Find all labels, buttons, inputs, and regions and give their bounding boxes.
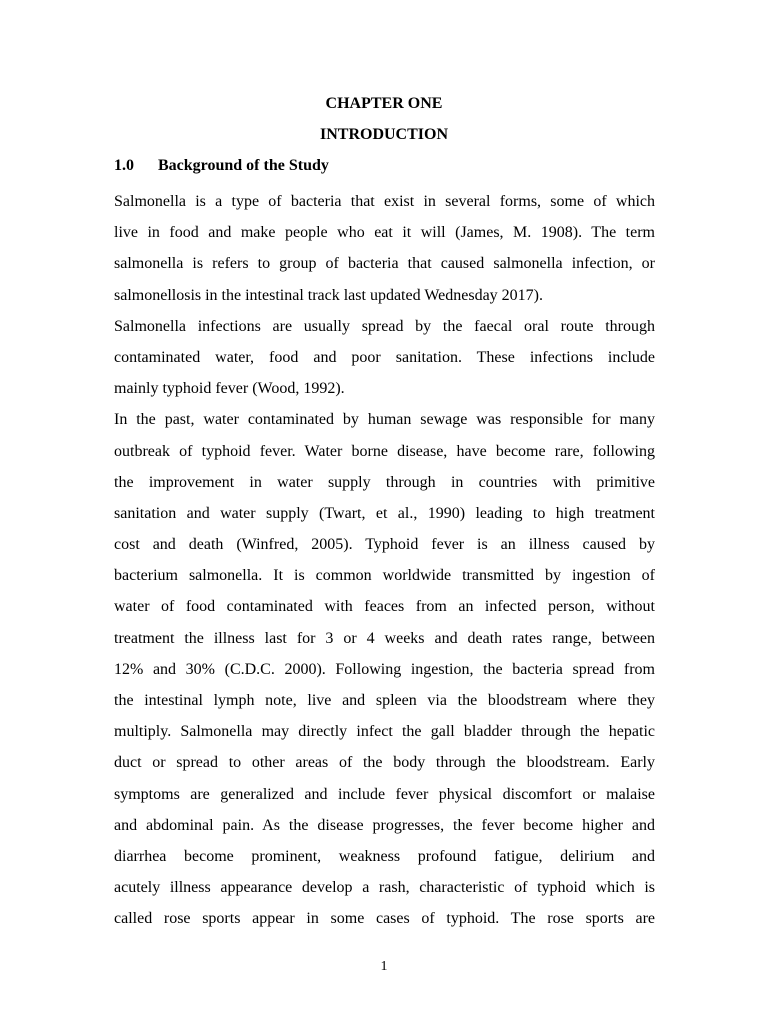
text-line: bacterium salmonella. It is common worldwide transmitted by ingestion of — [114, 567, 655, 585]
page-number: 1 — [380, 959, 388, 974]
text-line: 12% and 30% (C.D.C. 2000). Following ingestion, the bacteria spread from — [114, 660, 655, 678]
chapter-title: CHAPTER ONE — [325, 95, 443, 112]
text-line: cost and death (Winfred, 2005). Typhoid fever is an illness caused by — [114, 536, 655, 554]
text-line: In the past, water contaminated by human sewage was responsible for many — [114, 411, 655, 429]
text-line: mainly typhoid fever (Wood, 1992). — [114, 380, 345, 398]
section-title: Background of the Study — [158, 157, 329, 174]
text-line: water of food contaminated with feaces from an infected person, without — [114, 598, 655, 616]
text-line: live in food and make people who eat it will (James, M. 1908). The term — [114, 224, 655, 242]
text-line: treatment the illness last for 3 or 4 weeks and death rates range, between — [114, 629, 655, 647]
text-line: the intestinal lymph note, live and spleen via the bloodstream where they — [114, 692, 655, 709]
text-line: salmonellosis in the intestinal track last updated Wednesday 2017). — [114, 286, 543, 304]
text-line: outbreak of typhoid fever. Water borne disease, have become rare, following — [114, 442, 655, 460]
text-line: acutely illness appearance develop a rash, characteristic of typhoid which is — [114, 879, 655, 897]
text-line: Salmonella infections are usually spread by the faecal oral route through — [114, 317, 655, 335]
text-line: salmonella is refers to group of bacteria that caused salmonella infection, or — [114, 255, 655, 273]
text-line: contaminated water, food and poor sanitation. These infections include — [114, 348, 655, 366]
text-line: the improvement in water supply through in countries with primitive — [114, 473, 655, 491]
section-number: 1.0 — [114, 157, 134, 174]
text-line: Salmonella is a type of bacteria that exist in several forms, some of which — [114, 193, 655, 210]
text-line: and abdominal pain. As the disease progresses, the fever become higher and — [114, 816, 655, 834]
text-line: duct or spread to other areas of the body through the bloodstream. Early — [114, 754, 655, 772]
section-heading — [114, 156, 329, 176]
text-line: symptoms are generalized and include fever physical discomfort or malaise — [114, 785, 655, 803]
text-line: called rose sports appear in some cases of typhoid. The rose sports are — [114, 910, 655, 928]
body-text — [114, 186, 655, 935]
text-line: sanitation and water supply (Twart, et al., 1990) leading to high treatment — [114, 504, 655, 522]
chapter-subtitle: INTRODUCTION — [319, 126, 448, 143]
text-line: multiply. Salmonella may directly infect the gall bladder through the hepatic — [114, 723, 655, 741]
text-line: diarrhea become prominent, weakness profound fatigue, delirium and — [114, 847, 655, 865]
